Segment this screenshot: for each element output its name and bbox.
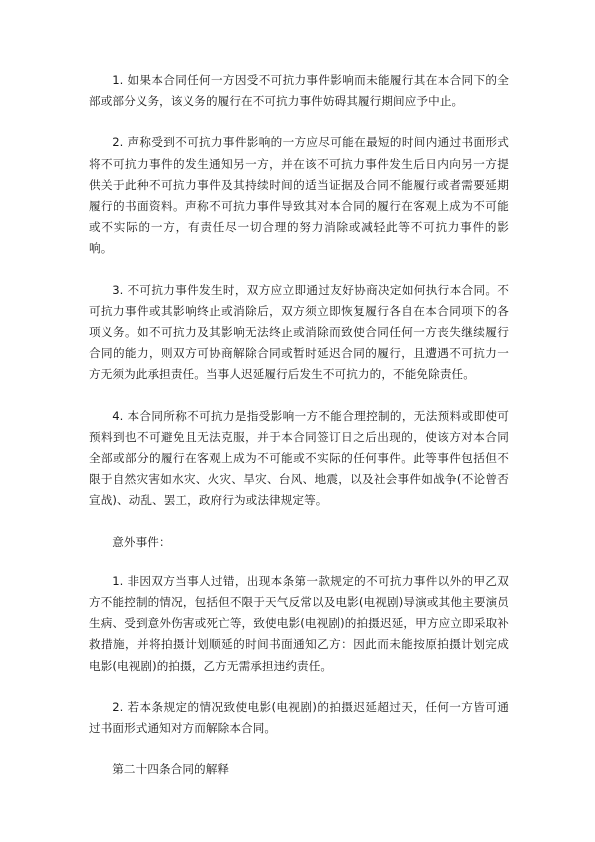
- clause-force-majeure-1: 1. 如果本合同任何一方因受不可抗力事件影响而未能履行其在本合同下的全部或部分义务，该义务的履行在不可抗力事件妨碍其履行期间应予中止。: [89, 73, 509, 109]
- clause-accident-1: 1. 非因双方当事人过错，出现本条第一款规定的不可抗力事件以外的甲乙双方不能控制的情况，包括但不限于天气反常以及电影(电视剧)导演或其他主要演员生病、受到意外伤害或死亡等，致使电影(电视剧)的拍摄迟延，甲方应立即采取补救措施，并将拍摄计划顺延的时间书面通知乙方：因此而未能按原拍摄计划完成电影(电视剧)的拍摄，乙方无需承担违约责任。: [89, 573, 509, 673]
- article-24-heading: 第二十四条合同的解释: [112, 762, 230, 777]
- clause-force-majeure-4: 4. 本合同所称不可抗力是指受影响一方不能合理控制的，无法预料或即使可预料到也不可避免且无法克服，并于本合同签订日之后出现的，使该方对本合同全部或部分的履行在客观上成为不可能或不实际的任何事件。此等事件包括但不限于自然灾害如水灾、火灾、旱灾、台风、地震，以及社会事件如战争(不论曾否宣战)、动乱、罢工，政府行为或法律规定等。: [89, 408, 509, 508]
- clause-accident-2: 2. 若本条规定的情况致使电影(电视剧)的拍摄迟延超过天，任何一方皆可通过书面形式通知对方而解除本合同。: [89, 699, 509, 736]
- clause-force-majeure-2: 2. 声称受到不可抗力事件影响的一方应尽可能在最短的时间内通过书面形式将不可抗力事件的发生通知另一方，并在该不可抗力事件发生后日内向另一方提供关于此种不可抗力事件及其持续时间的适当证据及合同不能履行或者需要延期履行的书面资料。声称不可抗力事件导致其对本合同的履行在客观上成为不可能或不实际的一方，有责任尽一切合理的努力消除或减轻此等不可抗力事件的影响。: [89, 135, 509, 256]
- clause-force-majeure-3: 3. 不可抗力事件发生时，双方应立即通过友好协商决定如何执行本合同。不可抗力事件或其影响终止或消除后，双方须立即恢复履行各自在本合同项下的各项义务。如不可抗力及其影响无法终止或消除而致使合同任何一方丧失继续履行合同的能力，则双方可协商解除合同或暂时延迟合同的履行，且遭遇不可抗力一方无须为此承担责任。当事人迟延履行后发生不可抗力的，不能免除责任。: [89, 282, 509, 382]
- section-heading-accidents: 意外事件：: [112, 534, 171, 549]
